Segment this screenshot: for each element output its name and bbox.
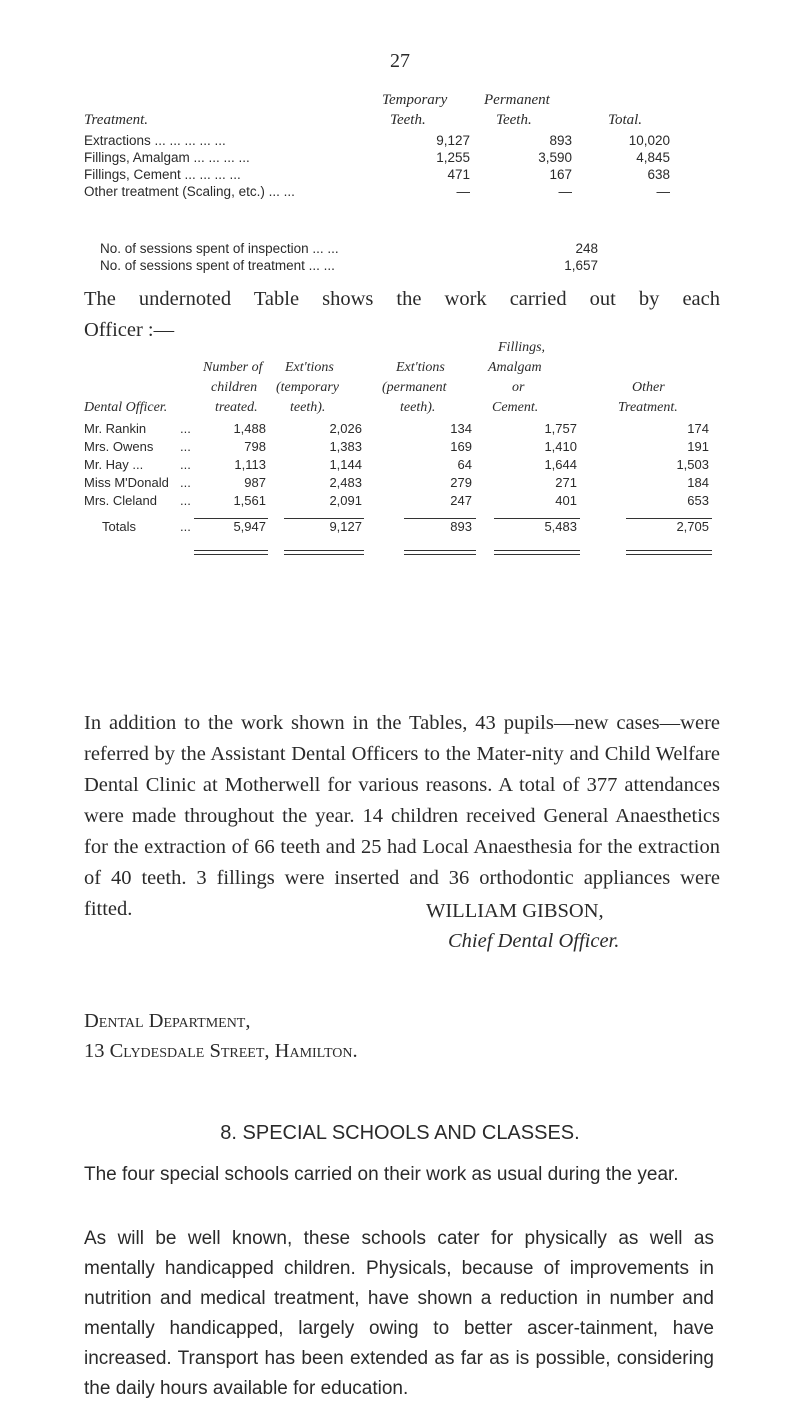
body-paragraph-2: As will be well known, these schools cater for physically as well as mentally handicapped children. Physicals, because of improvements in nutrition and medical treatment, have shown a reduction in number and mentally handicapped, largely owing to better ascer-tainment, have increased. Transport has been extended as far as is possible, considering the daily hours available for education.	[84, 1228, 714, 1399]
cell-temp: 2,483	[329, 475, 362, 490]
header-perm-2: (permanent	[382, 380, 447, 395]
cell-permanent: 893	[549, 133, 572, 148]
cell-total: —	[656, 184, 670, 199]
header-other-1: Other	[632, 380, 665, 395]
cell-temp: 1,383	[329, 439, 362, 454]
cell-permanent: —	[558, 184, 572, 199]
cell-temp: 2,026	[329, 421, 362, 436]
header-other-2: Treatment.	[618, 400, 678, 415]
cell-children: 1,561	[233, 493, 266, 508]
total-temp: 9,127	[329, 519, 362, 534]
leader-dots: ...	[180, 457, 191, 472]
page-number: 27	[390, 50, 410, 72]
signature-name: WILLIAM GIBSON,	[426, 900, 604, 922]
header-temporary-2: Teeth.	[390, 112, 426, 128]
cell-other: 191	[687, 439, 709, 454]
cell-permanent: 167	[549, 167, 572, 182]
cell-fillings: 1,644	[544, 457, 577, 472]
cell-other: 174	[687, 421, 709, 436]
address-line-1: Dental Department,	[84, 1010, 251, 1032]
table-row	[84, 149, 684, 166]
totals-row	[84, 518, 724, 536]
header-officer: Dental Officer.	[84, 400, 168, 415]
double-divider	[626, 550, 712, 555]
cell-permanent: 3,590	[538, 150, 572, 165]
cell-fillings: 271	[555, 475, 577, 490]
sessions-summary	[100, 240, 700, 274]
table-row	[84, 474, 724, 492]
cell-fillings: 1,757	[544, 421, 577, 436]
table-row	[84, 166, 684, 183]
cell-total: 638	[647, 167, 670, 182]
leader-dots: ...	[180, 519, 191, 534]
header-fill-3: or	[512, 380, 525, 395]
header-temp-1: Ext'tions	[285, 360, 334, 375]
cell-other: 184	[687, 475, 709, 490]
sessions-row	[100, 240, 700, 257]
header-treatment: Treatment.	[84, 112, 149, 128]
intro-paragraph-continued: Officer :—	[84, 319, 175, 341]
header-fill-2: Amalgam	[488, 360, 542, 375]
table-row	[84, 183, 684, 200]
header-perm-1: Ext'tions	[396, 360, 445, 375]
leader-dots: ...	[180, 475, 191, 490]
intro-paragraph: The undernoted Table shows the work carried out by each	[84, 288, 720, 310]
sessions-label: No. of sessions spent of treatment ... ...	[100, 258, 335, 273]
table-row	[84, 438, 724, 456]
cell-perm: 169	[450, 439, 472, 454]
officer-name: Mr. Hay ...	[84, 457, 144, 472]
sessions-label: No. of sessions spent of inspection ... ...	[100, 241, 339, 256]
cell-children: 987	[244, 475, 266, 490]
header-fill-4: Cement.	[492, 400, 539, 415]
table-row	[84, 492, 724, 510]
cell-temp: 2,091	[329, 493, 362, 508]
header-temp-2: (temporary	[276, 380, 339, 395]
signature-title: Chief Dental Officer.	[448, 930, 620, 952]
sessions-row	[100, 257, 700, 274]
cell-other: 1,503	[676, 457, 709, 472]
table-row	[84, 420, 724, 438]
total-other: 2,705	[676, 519, 709, 534]
total-fillings: 5,483	[544, 519, 577, 534]
cell-fillings: 1,410	[544, 439, 577, 454]
header-permanent-2: Teeth.	[496, 112, 532, 128]
total-children: 5,947	[233, 519, 266, 534]
table-row	[84, 456, 724, 474]
treatment-table-header	[84, 92, 684, 132]
row-label: Fillings, Cement ... ... ... ...	[84, 167, 241, 182]
cell-temporary: 9,127	[436, 133, 470, 148]
header-perm-3: teeth).	[400, 400, 436, 415]
cell-perm: 279	[450, 475, 472, 490]
cell-fillings: 401	[555, 493, 577, 508]
cell-children: 798	[244, 439, 266, 454]
totals-label: Totals	[102, 519, 136, 534]
row-label: Other treatment (Scaling, etc.) ... ...	[84, 184, 295, 199]
leader-dots: ...	[180, 421, 191, 436]
section-heading: 8. SPECIAL SCHOOLS AND CLASSES.	[220, 1122, 580, 1144]
header-total: Total.	[608, 112, 643, 128]
leader-dots: ...	[180, 493, 191, 508]
cell-temporary: 1,255	[436, 150, 470, 165]
body-paragraph-1: The four special schools carried on their work as usual during the year.	[84, 1164, 679, 1185]
cell-temp: 1,144	[329, 457, 362, 472]
cell-perm: 64	[457, 457, 472, 472]
header-children-2: children	[211, 380, 258, 395]
leader-dots: ...	[180, 439, 191, 454]
row-label: Fillings, Amalgam ... ... ... ...	[84, 150, 250, 165]
treatment-table	[84, 92, 684, 200]
double-divider	[494, 550, 580, 555]
officer-name: Mrs. Cleland	[84, 493, 157, 508]
cell-temporary: —	[456, 184, 470, 199]
cell-perm: 247	[450, 493, 472, 508]
cell-children: 1,488	[233, 421, 266, 436]
double-divider	[194, 550, 268, 555]
table-row	[84, 132, 684, 149]
officer-table	[84, 340, 724, 536]
row-label: Extractions ... ... ... ... ...	[84, 133, 226, 148]
cell-other: 653	[687, 493, 709, 508]
cell-children: 1,113	[234, 457, 266, 472]
header-temporary-1: Temporary	[382, 92, 448, 108]
sessions-value: 248	[575, 241, 598, 256]
header-permanent-1: Permanent	[484, 92, 550, 108]
cell-temporary: 471	[447, 167, 470, 182]
officer-table-header	[84, 340, 724, 420]
cell-perm: 134	[450, 421, 472, 436]
header-fill-1: Fillings,	[498, 340, 546, 355]
total-perm: 893	[450, 519, 472, 534]
addition-paragraph: In addition to the work shown in the Tables, 43 pupils—new cases—were referred by the Assistant Dental Officers to the Mater-nity and Child Welfare Dental Clinic at Motherwell for various reasons. A total of 377 attendances were made throughout the year. 14 children received General Anaesthetics for the extraction of 66 teeth and 25 had Local Anaesthesia for the extraction of 40 teeth. 3 fillings were inserted and 36 orthodontic appliances were fitted.	[84, 712, 720, 920]
officer-name: Mrs. Owens	[84, 439, 154, 454]
cell-total: 10,020	[628, 133, 670, 148]
header-children-1: Number of	[203, 360, 263, 375]
sessions-value: 1,657	[564, 258, 598, 273]
header-children-3: treated.	[215, 400, 258, 415]
officer-name: Miss M'Donald	[84, 475, 169, 490]
header-temp-3: teeth).	[290, 400, 326, 415]
address-line-2: 13 Clydesdale Street, Hamilton.	[84, 1040, 358, 1062]
officer-name: Mr. Rankin	[84, 421, 147, 436]
double-divider	[404, 550, 476, 555]
double-divider	[284, 550, 364, 555]
cell-total: 4,845	[636, 150, 670, 165]
